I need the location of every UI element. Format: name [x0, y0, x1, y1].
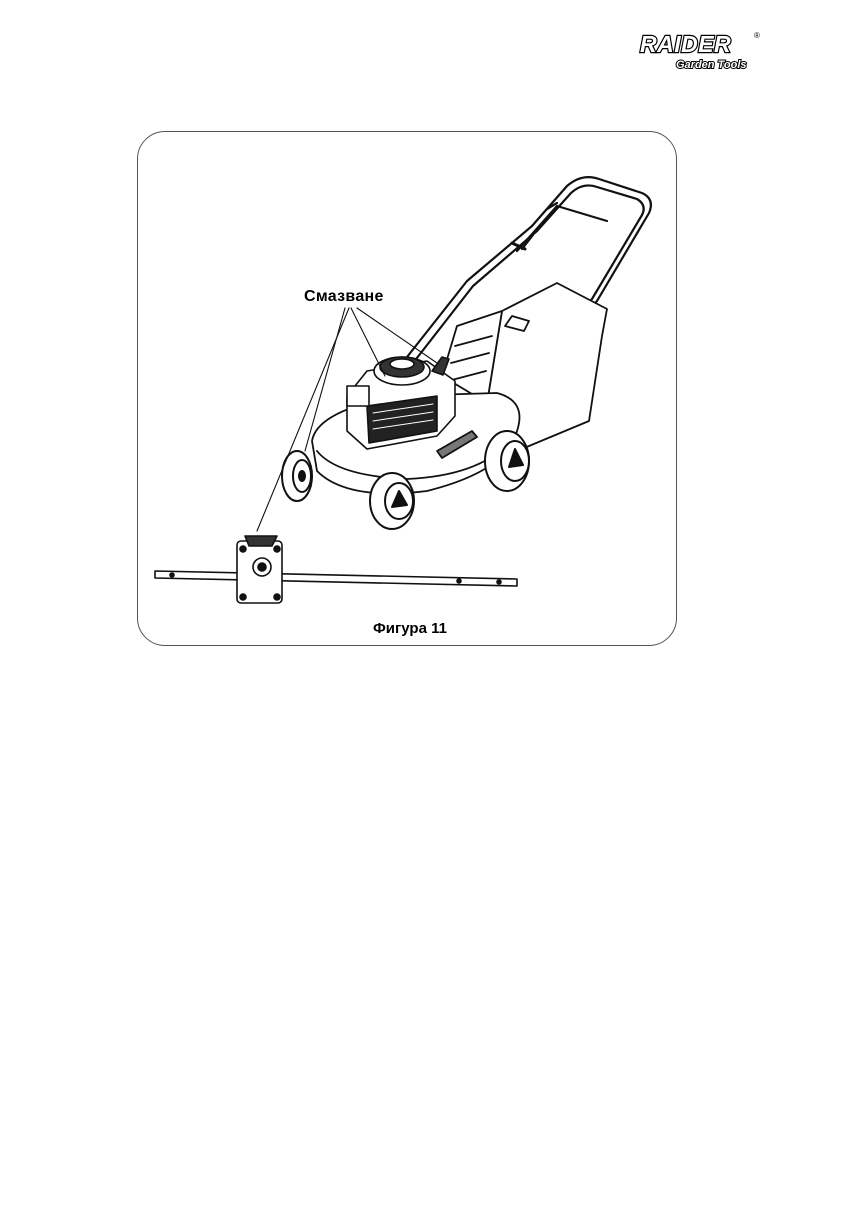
raider-logo [636, 28, 768, 74]
lubrication-label: Смазване [304, 288, 384, 305]
logo-tagline: Garden Tools [676, 59, 747, 71]
rear-wheel [485, 431, 529, 491]
lawn-mower-illustration [137, 131, 677, 646]
logo-registered-mark: ® [754, 31, 760, 40]
drive-shaft [155, 571, 517, 586]
figure-caption: Фигура 11 [373, 620, 447, 637]
gearbox [237, 536, 282, 603]
front-right-wheel [370, 473, 414, 529]
logo-wordmark: RAIDER [640, 31, 732, 57]
